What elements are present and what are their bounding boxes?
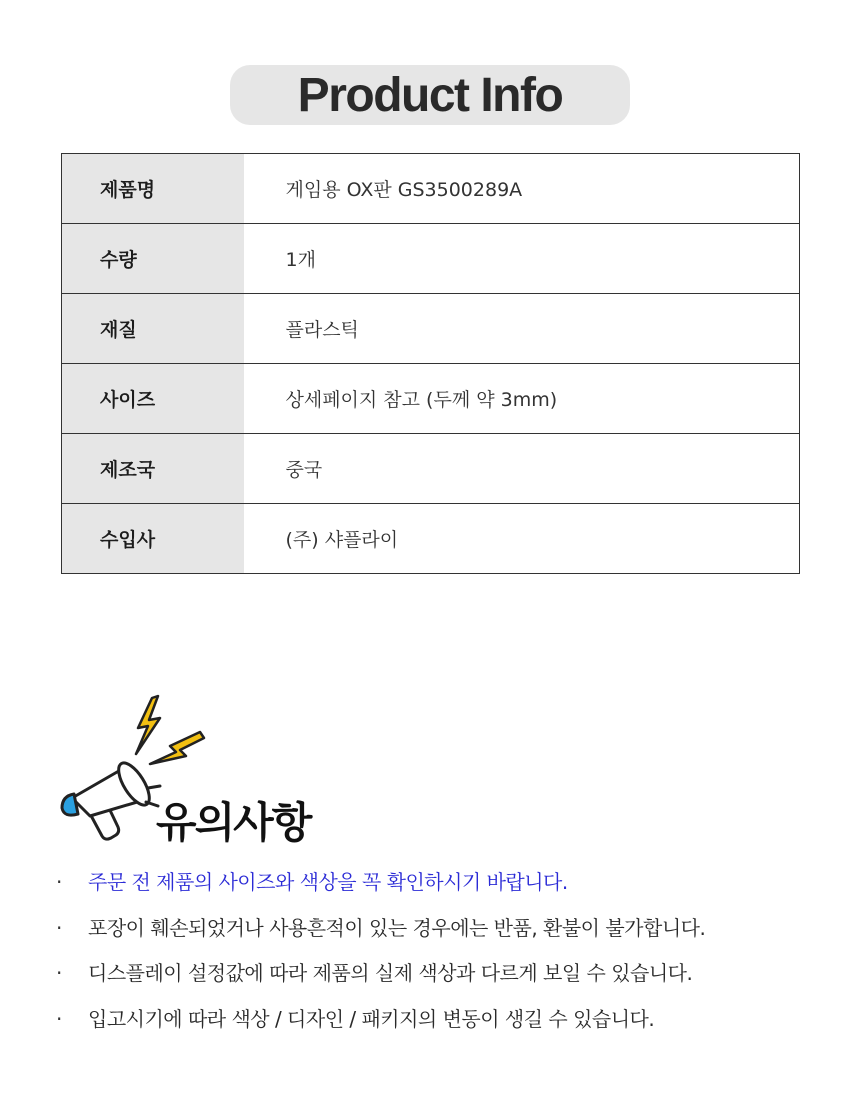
table-row	[62, 294, 800, 364]
row-label-quantity: 수량	[62, 224, 244, 294]
table-row	[62, 434, 800, 504]
notice-item-text: 디스플레이 설정값에 따라 제품의 실제 색상과 다르게 보일 수 있습니다.	[88, 961, 693, 985]
product-info-table	[61, 153, 800, 574]
row-value-product-name: 게임용 OX판 GS3500289A	[244, 154, 800, 224]
row-value-origin: 중국	[244, 434, 800, 504]
table-row	[62, 224, 800, 294]
notice-item	[56, 1003, 836, 1049]
notice-item	[56, 866, 836, 912]
row-label-material: 재질	[62, 294, 244, 364]
lightning-icon	[136, 696, 160, 754]
table-row	[62, 504, 800, 574]
row-value-size: 상세페이지 참고 (두께 약 3mm)	[244, 364, 800, 434]
row-label-origin: 제조국	[62, 434, 244, 504]
table-row	[62, 154, 800, 224]
notice-title: 유의사항	[156, 798, 311, 847]
table-row	[62, 364, 800, 434]
bullet: ·	[56, 870, 62, 894]
product-info-header	[230, 65, 630, 125]
lightning-icon	[150, 732, 204, 764]
row-label-product-name: 제품명	[62, 154, 244, 224]
notice-item-text: 포장이 훼손되었거나 사용흔적이 있는 경우에는 반품, 환불이 불가합니다.	[88, 915, 706, 940]
row-value-material: 플라스틱	[244, 294, 800, 364]
bullet: ·	[56, 1006, 62, 1031]
page-title: Product Info	[297, 68, 563, 122]
bullet: ·	[56, 915, 62, 940]
notice-list	[56, 866, 836, 1048]
notice-item-text: 주문 전 제품의 사이즈와 색상을 꼭 확인하시기 바랍니다.	[88, 870, 568, 894]
row-label-importer: 수입사	[62, 504, 244, 574]
notice-item	[56, 957, 836, 1003]
bullet: ·	[56, 961, 62, 985]
notice-item	[56, 912, 836, 958]
row-label-size: 사이즈	[62, 364, 244, 434]
notice-item-text: 입고시기에 따라 색상 / 디자인 / 패키지의 변동이 생길 수 있습니다.	[88, 1006, 655, 1031]
row-value-quantity: 1개	[244, 224, 800, 294]
row-value-importer: (주) 샤플라이	[244, 504, 800, 574]
